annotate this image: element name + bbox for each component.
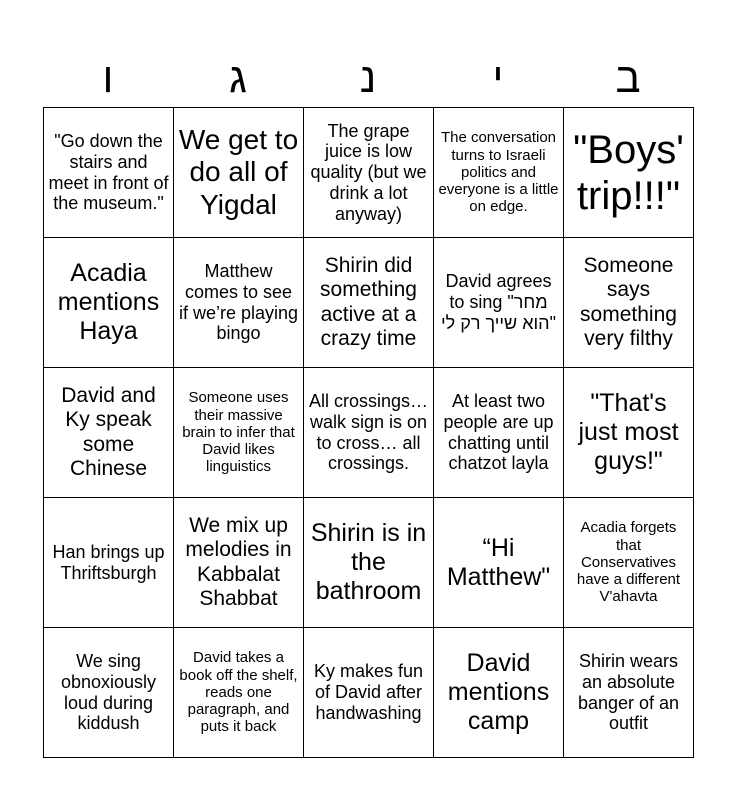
bingo-cell[interactable]: Acadia mentions Haya <box>44 238 174 368</box>
bingo-cell[interactable]: “Hi Matthew" <box>434 498 564 628</box>
bingo-cell[interactable]: David takes a book off the shelf, reads one paragraph, and puts it back <box>174 628 304 758</box>
bingo-cell[interactable]: Ky makes fun of David after handwashing <box>304 628 434 758</box>
bingo-cell[interactable]: We get to do all of Yigdal <box>174 108 304 238</box>
board-row <box>44 368 694 498</box>
bingo-board <box>43 107 694 758</box>
bingo-cell[interactable]: "Boys' trip!!!" <box>564 108 694 238</box>
board-row <box>44 238 694 368</box>
bingo-cell[interactable]: We mix up melodies in Kabbalat Shabbat <box>174 498 304 628</box>
board-row <box>44 628 694 758</box>
bingo-cell[interactable]: Shirin is in the bathroom <box>304 498 434 628</box>
bingo-cell[interactable]: Shirin wears an absolute banger of an outfit <box>564 628 694 758</box>
bingo-cell[interactable]: At least two people are up chatting until chatzot layla <box>434 368 564 498</box>
bingo-cell[interactable]: Someone says something very filthy <box>564 238 694 368</box>
bingo-cell[interactable]: We sing obnoxiously loud during kiddush <box>44 628 174 758</box>
bingo-cell[interactable]: Acadia forgets that Conservatives have a different V'ahavta <box>564 498 694 628</box>
board-row <box>44 108 694 238</box>
bingo-cell[interactable]: "That's just most guys!" <box>564 368 694 498</box>
bingo-header <box>43 52 693 104</box>
bingo-cell[interactable]: The grape juice is low quality (but we drink a lot anyway) <box>304 108 434 238</box>
header-letter: ב <box>615 54 641 101</box>
bingo-cell[interactable]: "Go down the stairs and meet in front of the museum." <box>44 108 174 238</box>
bingo-cell[interactable]: David agrees to sing "מחר הוא שייך רק לי" <box>434 238 564 368</box>
bingo-cell[interactable]: David and Ky speak some Chinese <box>44 368 174 498</box>
bingo-cell[interactable]: Matthew comes to see if we’re playing bingo <box>174 238 304 368</box>
header-letter: נ <box>359 54 377 101</box>
header-letter: ג <box>229 54 247 101</box>
bingo-cell[interactable]: Someone uses their massive brain to infer that David likes linguistics <box>174 368 304 498</box>
bingo-cell[interactable]: The conversation turns to Israeli politics and everyone is a little on edge. <box>434 108 564 238</box>
bingo-cell[interactable]: All crossings… walk sign is on to cross… all crossings. <box>304 368 434 498</box>
bingo-cell[interactable]: Han brings up Thriftsburgh <box>44 498 174 628</box>
bingo-cell[interactable]: David mentions camp <box>434 628 564 758</box>
header-letter: ו <box>102 54 114 101</box>
bingo-cell[interactable]: Shirin did something active at a crazy time <box>304 238 434 368</box>
board-row <box>44 498 694 628</box>
header-letter: י <box>492 54 504 101</box>
